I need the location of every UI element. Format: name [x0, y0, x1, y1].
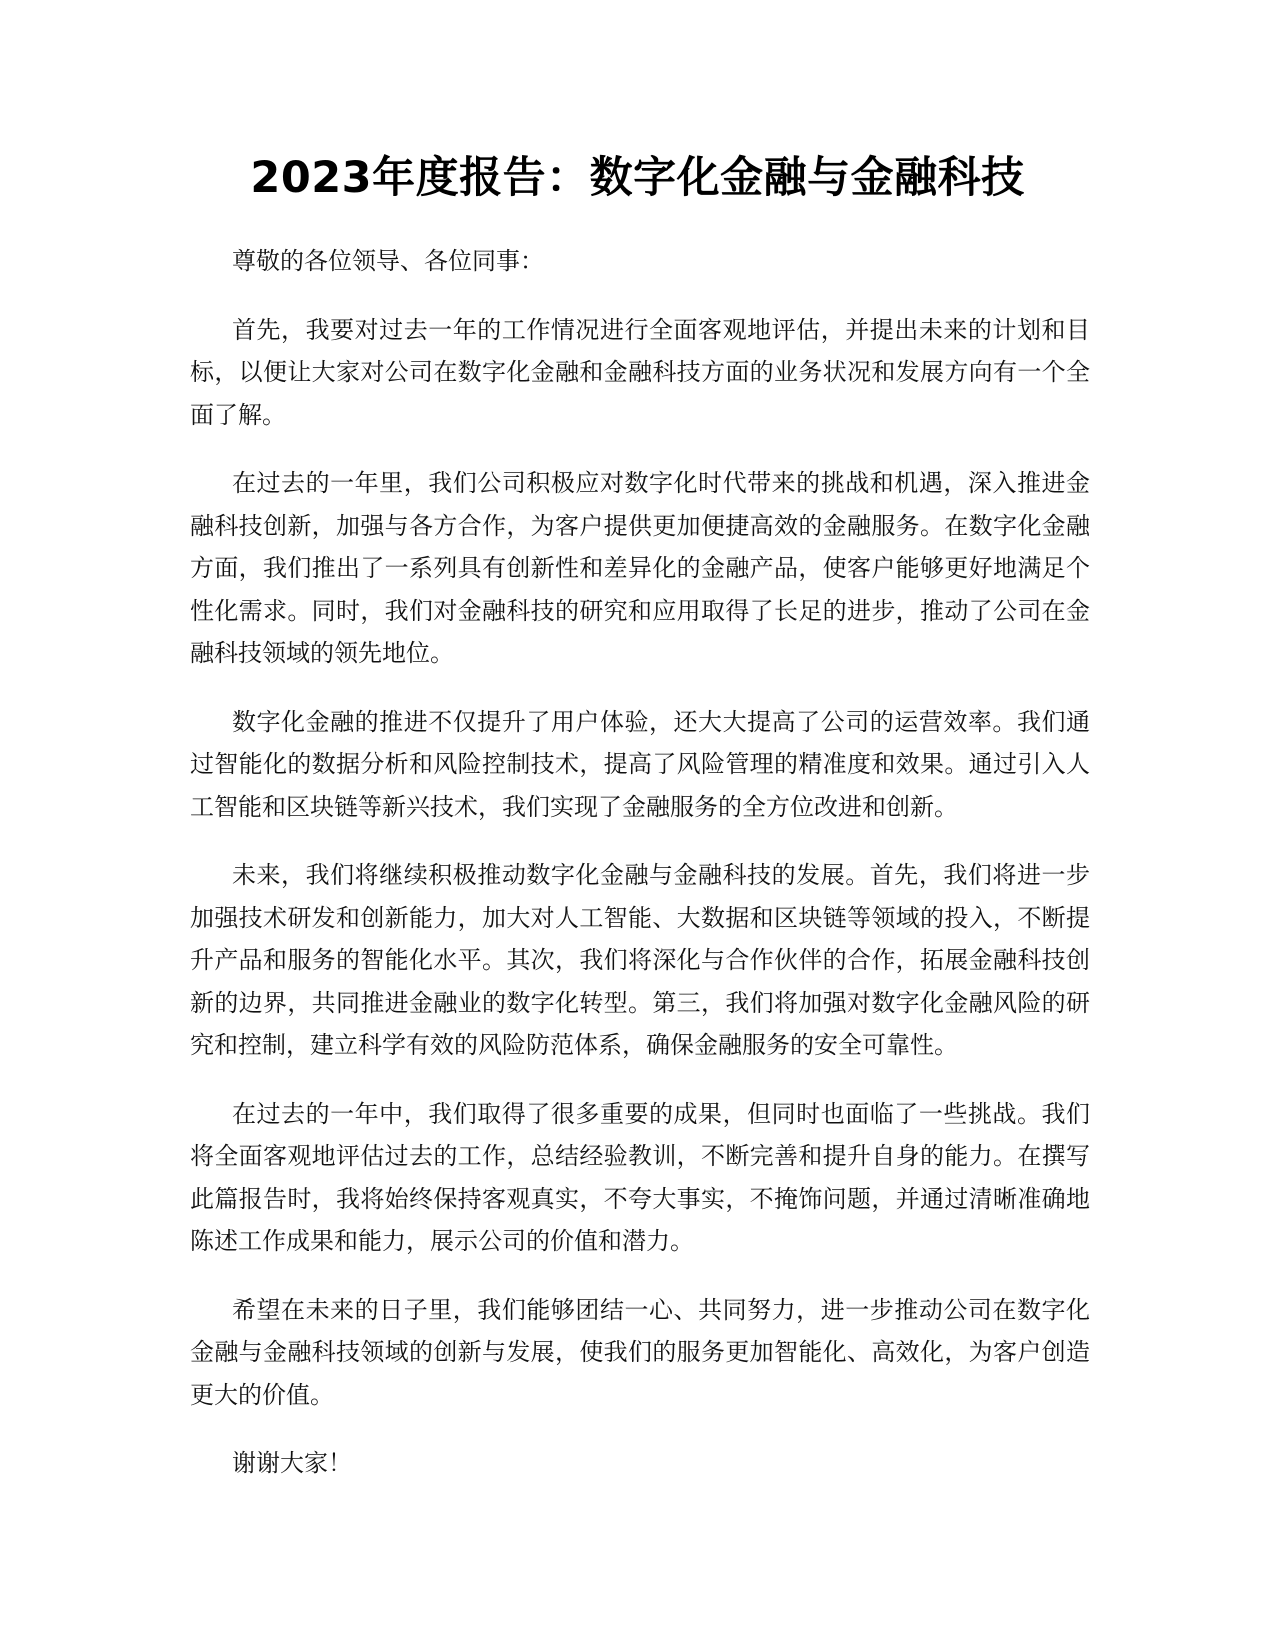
document-title: 2023年度报告：数字化金融与金融科技 [250, 153, 1025, 203]
paragraph-intro: 首先，我要对过去一年的工作情况进行全面客观地评估，并提出未来的计划和目标，以便让大家对公司在数字化金融和金融科技方面的业务状况和发展方向有一个全面了解。 [190, 315, 1090, 429]
paragraph-challenges: 在过去的一年中，我们取得了很多重要的成果，但同时也面临了一些挑战。我们将全面客观地评估过去的工作，总结经验教训，不断完善和提升自身的能力。在撰写此篇报告时，我将始终保持客观真实，不夸大事实，不掩饰问题，并通过清晰准确地陈述工作成果和能力，展示公司的价值和潜力。 [190, 1099, 1090, 1255]
paragraph-efficiency: 数字化金融的推进不仅提升了用户体验，还大大提高了公司的运营效率。我们通过智能化的数据分析和风险控制技术，提高了风险管理的精准度和效果。通过引入人工智能和区块链等新兴技术，我们实现了金融服务的全方位改进和创新。 [190, 707, 1090, 821]
document-body [190, 240, 1090, 1511]
closing: 谢谢大家！ [232, 1449, 352, 1477]
paragraph-hope: 希望在未来的日子里，我们能够团结一心、共同努力，进一步推动公司在数字化金融与金融科技领域的创新与发展，使我们的服务更加智能化、高效化，为客户创造更大的价值。 [190, 1295, 1090, 1409]
paragraph-future: 未来，我们将继续积极推动数字化金融与金融科技的发展。首先，我们将进一步加强技术研发和创新能力，加大对人工智能、大数据和区块链等领域的投入，不断提升产品和服务的智能化水平。其次，我们将深化与合作伙伴的合作，拓展金融科技创新的边界，共同推进金融业的数字化转型。第三，我们将加强对数字化金融风险的研究和控制，建立科学有效的风险防范体系，确保金融服务的安全可靠性。 [190, 861, 1090, 1059]
paragraph-past-year: 在过去的一年里，我们公司积极应对数字化时代带来的挑战和机遇，深入推进金融科技创新，加强与各方合作，为客户提供更加便捷高效的金融服务。在数字化金融方面，我们推出了一系列具有创新性和差异化的金融产品，使客户能够更好地满足个性化需求。同时，我们对金融科技的研究和应用取得了长足的进步，推动了公司在金融科技领域的领先地位。 [190, 469, 1090, 667]
salutation: 尊敬的各位领导、各位同事： [232, 247, 544, 275]
